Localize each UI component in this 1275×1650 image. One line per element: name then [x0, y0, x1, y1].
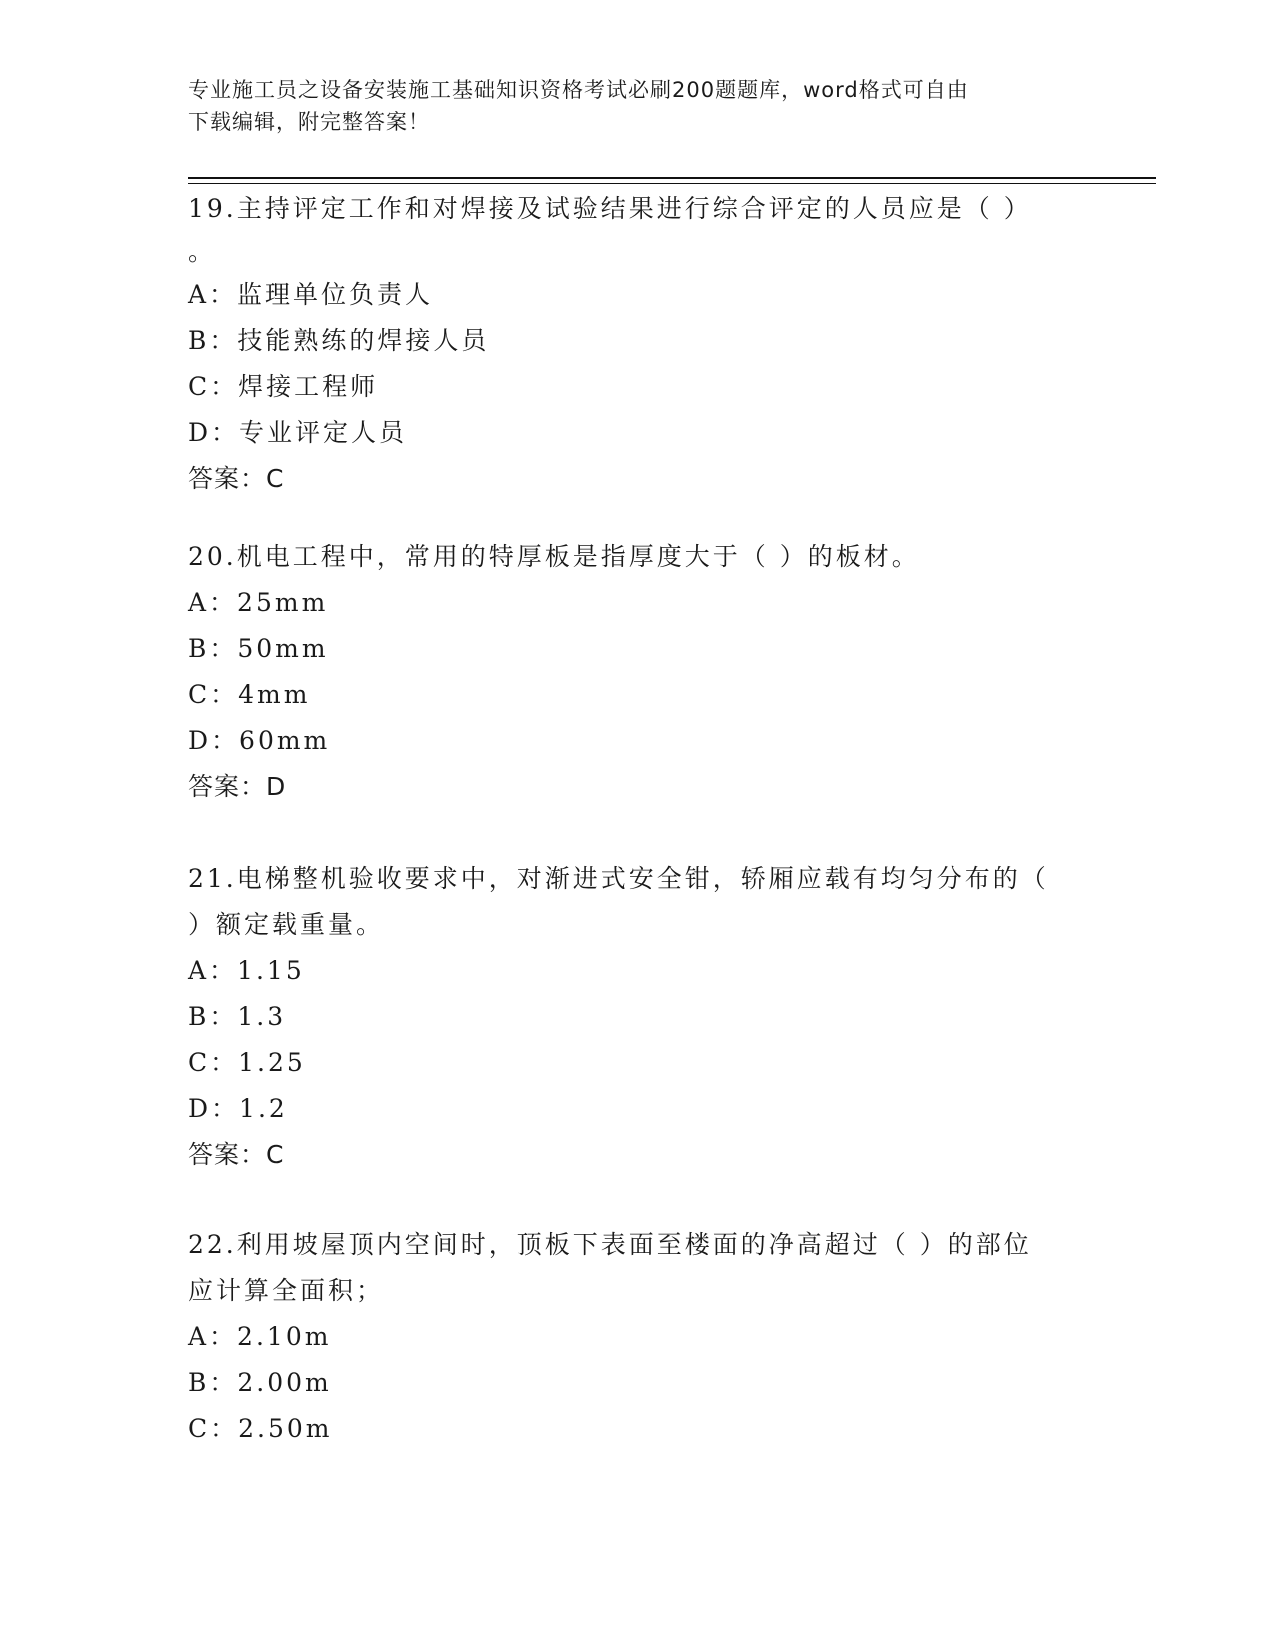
question-stem-line: 。	[188, 237, 217, 266]
question-stem-line: 19.主持评定工作和对焊接及试验结果进行综合评定的人员应是（ ）	[188, 194, 1032, 223]
answer: 答案：C	[188, 464, 285, 493]
answer: 答案：C	[188, 1140, 285, 1169]
answer: 答案：D	[188, 772, 287, 801]
option-d: D：60mm	[188, 726, 331, 755]
option-c: C：焊接工程师	[188, 372, 379, 401]
option-c: C：2.50m	[188, 1414, 333, 1443]
question-21	[188, 856, 1068, 1178]
option-c: C：4mm	[188, 680, 311, 709]
question-22	[188, 1222, 1068, 1452]
header-rule-thin	[188, 183, 1156, 184]
option-b: B：50mm	[188, 634, 329, 663]
option-d: D：专业评定人员	[188, 418, 408, 447]
option-b: B：2.00m	[188, 1368, 332, 1397]
header-title-line-1: 专业施工员之设备安装施工基础知识资格考试必刷200题题库，word格式可自由	[188, 78, 969, 102]
option-a: A：1.15	[188, 956, 305, 985]
header-title-line-2: 下载编辑，附完整答案！	[188, 110, 430, 134]
option-a: A：25mm	[188, 588, 329, 617]
question-stem-line: 20.机电工程中，常用的特厚板是指厚度大于（ ）的板材。	[188, 542, 920, 571]
option-b: B：技能熟练的焊接人员	[188, 326, 490, 355]
question-stem-line: 21.电梯整机验收要求中，对渐进式安全钳，轿厢应载有均匀分布的（	[188, 864, 1049, 893]
option-d: D：1.2	[188, 1094, 288, 1123]
question-stem-line: 应计算全面积；	[188, 1276, 385, 1305]
question-20	[188, 534, 1068, 810]
question-stem-line: 22.利用坡屋顶内空间时，顶板下表面至楼面的净高超过（ ）的部位	[188, 1230, 1032, 1259]
option-b: B：1.3	[188, 1002, 287, 1031]
question-19	[188, 186, 1068, 502]
option-c: C：1.25	[188, 1048, 306, 1077]
document-header	[188, 74, 1068, 138]
question-stem-line: ）额定载重量。	[188, 910, 385, 939]
header-rule-thick	[188, 177, 1156, 179]
option-a: A：2.10m	[188, 1322, 332, 1351]
option-a: A：监理单位负责人	[188, 280, 434, 309]
